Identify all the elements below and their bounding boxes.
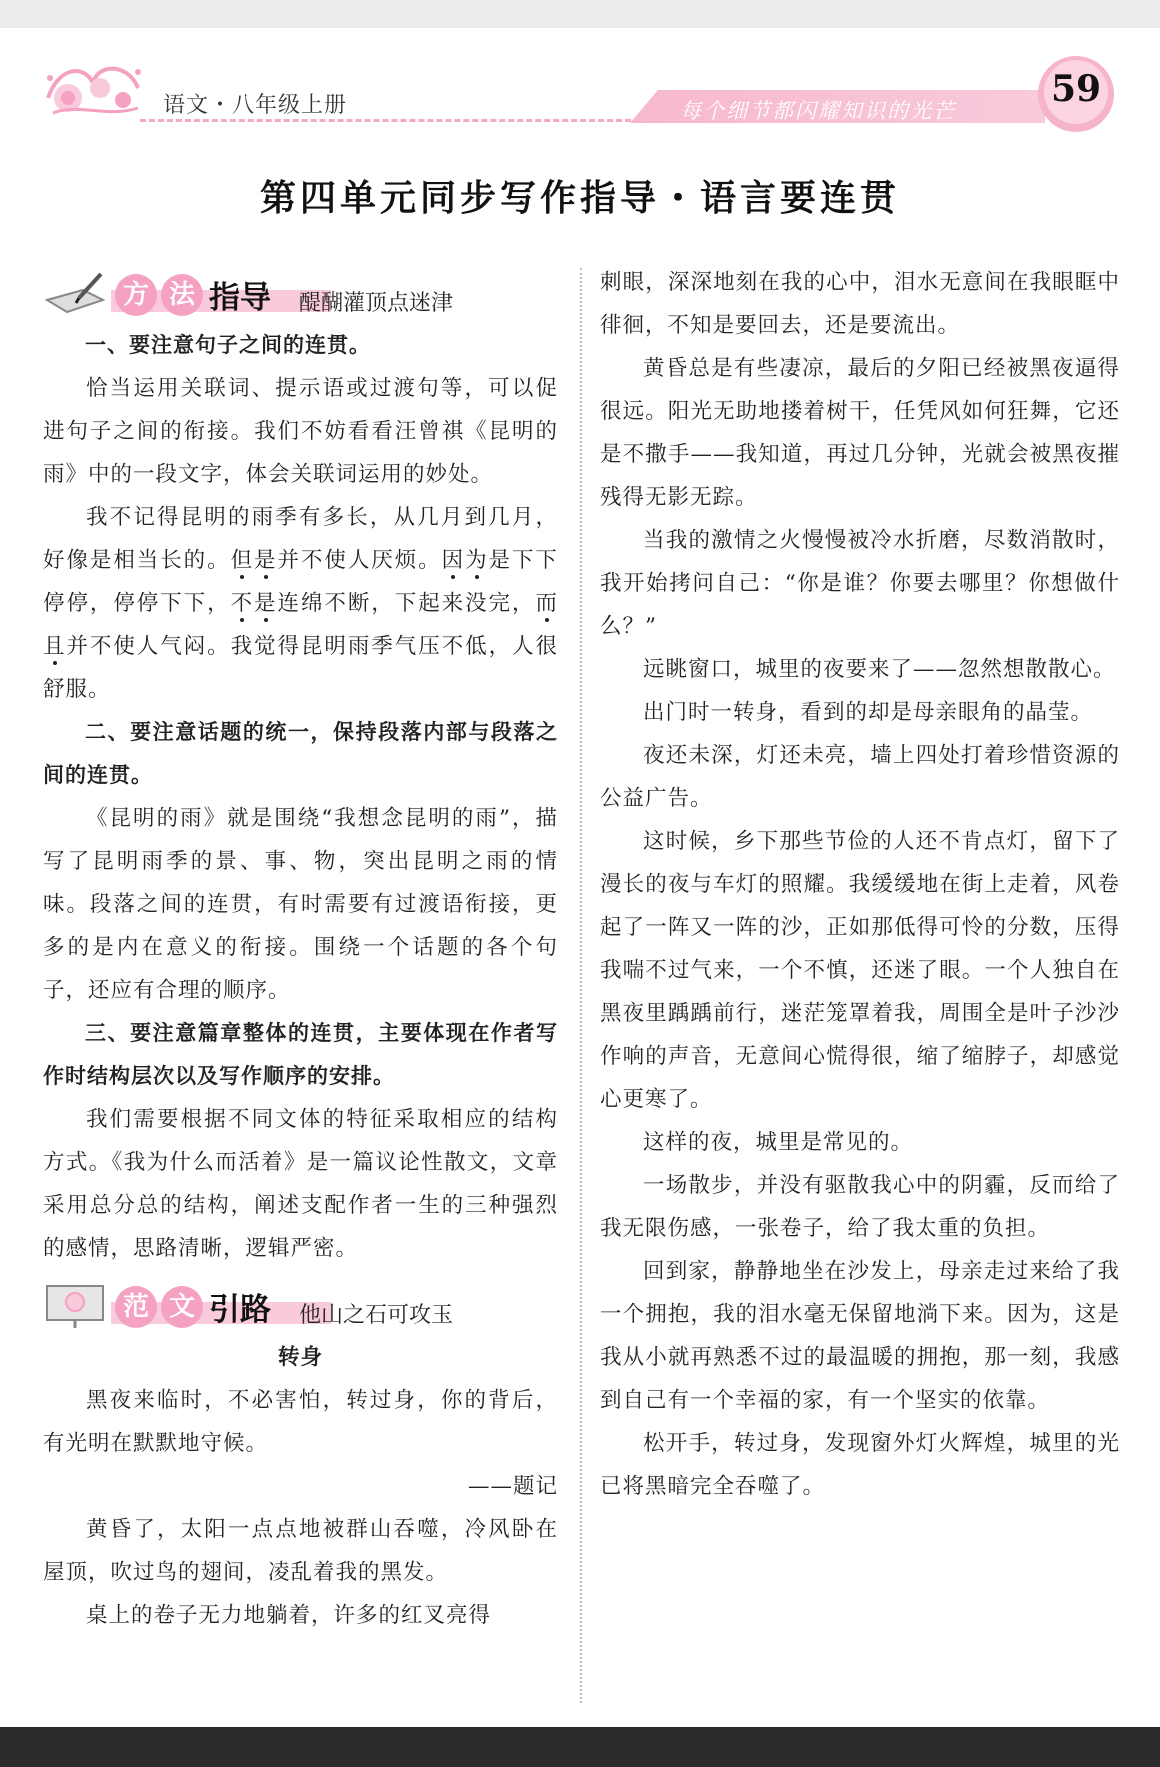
point-heading: 一、要注意句子之间的连贯。 xyxy=(85,333,371,357)
essay-paragraph: 桌上的卷子无力地躺着，许多的红叉亮得 xyxy=(86,1603,492,1628)
emphasis-word: 但是 xyxy=(230,548,278,573)
quote-text: 是下下停停，停停下下， xyxy=(43,548,558,616)
essay-paragraph: 这时候，乡下那些节俭的人还不肯点灯，留下了漫长的夜与车灯的照耀。我缓缓地在街上走着，风卷起了一阵又一阵的沙，正如那低得可怜的分数，压得我喘不过气来，一个不慎，还迷了眼。一个人独自在黑夜里踽踽前行，迷茫笼罩着我，周围全是叶子沙沙作响的声音，无意间心慌得很，缩了缩脖子，却感觉心更寒了。 xyxy=(600,829,1120,1112)
section-badge-char: 方 xyxy=(115,274,157,316)
bottom-bar xyxy=(0,1727,1160,1767)
section-badge-char: 范 xyxy=(115,1286,157,1328)
essay-paragraph: 远眺窗口，城里的夜要来了——忽然想散散心。 xyxy=(643,657,1116,682)
section-badge-char: 文 xyxy=(161,1286,203,1328)
header-subject: 语文・八年级上册 xyxy=(163,93,348,118)
header-slogan: 每个细节都闪耀知识的光芒 xyxy=(680,99,956,123)
essay-paragraph: 出门时一转身，看到的却是母亲眼角的晶莹。 xyxy=(643,700,1094,725)
paragraph: 我们需要根据不同文体的特征采取相应的结构方式。《我为什么而活着》是一篇议论性散文，文章采用总分总的结构，阐述支配作者一生的三种强烈的感情，思路清晰，逻辑严密。 xyxy=(43,1107,558,1261)
essay-paragraph: 夜还未深，灯还未亮，墙上四处打着珍惜资源的公益广告。 xyxy=(600,743,1120,811)
essay-paragraph: 刺眼，深深地刻在我的心中，泪水无意间在我眼眶中徘徊，不知是要回去，还是要流出。 xyxy=(600,270,1120,338)
essay-title: 转身 xyxy=(277,1345,323,1370)
section-subtitle: 醍醐灌顶点迷津 xyxy=(299,291,454,316)
essay-paragraph: 这样的夜，城里是常见的。 xyxy=(643,1130,914,1155)
emphasis-word: 不是 xyxy=(230,591,278,616)
essay-paragraph: 松开手，转过身，发现窗外灯火辉煌，城里的光已将黑暗完全吞噬了。 xyxy=(600,1431,1120,1499)
paragraph: 《昆明的雨》就是围绕“我想念昆明的雨”，描写了昆明雨季的景、事、物，突出昆明之雨的情味。段落之间的连贯，有时需要有过渡语衔接，更多的是内在意义的衔接。围绕一个话题的各个句子，还应有合理的顺序。 xyxy=(43,806,558,1003)
quote-paragraph xyxy=(43,496,558,711)
column-divider xyxy=(580,268,582,1703)
quote-text: 并不使人厌烦。 xyxy=(277,548,442,573)
epigraph: 黑夜来临时，不必害怕，转过身，你的背后，有光明在默默地守候。 xyxy=(43,1388,558,1456)
top-bar xyxy=(0,0,1160,28)
quote-text: 连绵不断，下起来没完， xyxy=(277,591,536,616)
essay-paragraph: 当我的激情之火慢慢被冷水折磨，尽数消散时，我开始拷问自己：“你是谁？你要去哪里？你想做什么？” xyxy=(600,528,1120,639)
essay-paragraph: 黄昏了，太阳一点点地被群山吞噬，冷风卧在屋顶，吹过鸟的翅间，凌乱着我的黑发。 xyxy=(43,1517,558,1585)
easel-board-icon xyxy=(43,1282,107,1330)
essay-paragraph: 黄昏总是有些凄凉，最后的夕阳已经被黑夜逼得很远。阳光无助地搂着树干，任凭风如何狂舞，它还是不撒手——我知道，再过几分钟，光就会被黑夜摧残得无影无踪。 xyxy=(600,356,1120,510)
emphasis-word: 因为 xyxy=(441,548,489,573)
right-column xyxy=(600,261,1120,1508)
essay-paragraph: 一场散步，并没有驱散我心中的阴霾，反而给了我无限伤感，一张卷子，给了我太重的负担。 xyxy=(600,1173,1120,1241)
quote-text: 我不记得昆明的雨季有多长，从几月到几月，好像是相当长的。 xyxy=(43,505,558,573)
essay-paragraph: 回到家，静静地坐在沙发上，母亲走过来给了我一个拥抱，我的泪水毫无保留地淌下来。因为，这是我从小就再熟悉不过的最温暖的拥抱，那一刻，我感到自己有一个幸福的家，有一个坚实的依靠。 xyxy=(600,1259,1120,1413)
point-heading: 三、要注意篇章整体的连贯，主要体现在作者写作时结构层次以及写作顺序的安排。 xyxy=(43,1021,558,1088)
header-divider xyxy=(140,119,640,122)
point-heading: 二、要注意话题的统一，保持段落内部与段落之间的连贯。 xyxy=(43,720,558,787)
section-subtitle: 他山之石可攻玉 xyxy=(299,1303,454,1328)
section-badge-char: 法 xyxy=(161,274,203,316)
section-title: 引路 xyxy=(209,1292,271,1328)
page-number: 59 xyxy=(1050,68,1102,110)
left-column xyxy=(43,264,558,1637)
example-section-header xyxy=(43,1276,558,1334)
method-section-header xyxy=(43,264,558,322)
emphasis-word: 而且 xyxy=(43,591,558,659)
writing-pad-icon xyxy=(43,270,107,318)
section-title: 指导 xyxy=(209,280,271,316)
quote-text: 并不使人气闷。我觉得昆明雨季气压不低，人很舒服。 xyxy=(43,634,558,702)
paragraph: 恰当运用关联词、提示语或过渡句等，可以促进句子之间的衔接。我们不妨看看汪曾祺《昆明的雨》中的一段文字，体会关联词运用的妙处。 xyxy=(43,376,558,487)
epigraph-source: ——题记 xyxy=(467,1474,558,1499)
page-title: 第四单元同步写作指导・语言要连贯 xyxy=(259,178,900,219)
floral-ornament-icon xyxy=(38,58,148,124)
